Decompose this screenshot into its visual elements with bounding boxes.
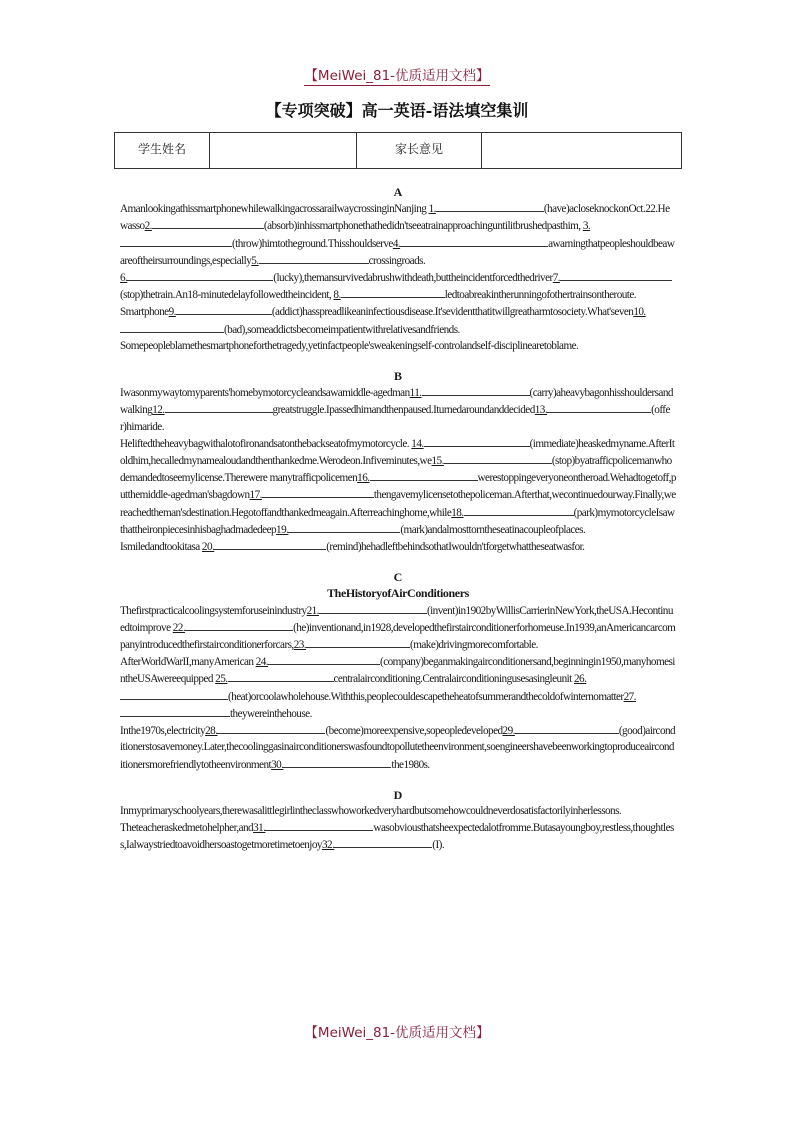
answer-blank[interactable] bbox=[265, 819, 373, 831]
passage-text: (stop)thetrain.An18-minutedelayfollowedtheincident, bbox=[120, 289, 334, 302]
passage-text: Ismiledandtookitasa bbox=[120, 541, 202, 554]
blank-number: 8. bbox=[333, 289, 341, 302]
answer-blank[interactable] bbox=[127, 269, 273, 281]
answer-blank[interactable] bbox=[120, 705, 230, 717]
answer-blank[interactable] bbox=[400, 235, 548, 247]
passage-text: AmanlookingathissmartphonewhilewalkingacrossarailwaycrossinginNanjing bbox=[120, 203, 429, 216]
blank-number: 12. bbox=[152, 404, 165, 417]
passage-text: (carry)aheavybagonhisshouldersandwalking bbox=[120, 387, 673, 417]
blank-number: 13. bbox=[534, 404, 548, 417]
passage-text: greatstruggle.Ipassedhimandthenpaused.Iturnedaroundanddecided bbox=[272, 404, 535, 417]
blank-number: 14. bbox=[411, 437, 424, 450]
passage-paragraph bbox=[120, 384, 676, 435]
passage-text: centralairconditioning.Centralairconditioningusesasingleunit bbox=[333, 673, 574, 686]
answer-blank[interactable] bbox=[228, 670, 334, 682]
answer-blank[interactable] bbox=[214, 538, 326, 550]
passage-text: wasobviousthatsheexpectedalotfromme.Butasayoungboy,restless,thoughtless,Ialwaystriedtoavoidhersoastogetmoretimetoenjoy bbox=[120, 822, 674, 852]
passage-text: (absorb)inhissmartphonethathedidn'tseeatrainapproachinguntilitbrushedpasthim, bbox=[263, 220, 583, 233]
passage-text: theywereinthehouse. bbox=[230, 707, 312, 720]
blank-number: 11. bbox=[409, 387, 422, 400]
parent-opinion-field[interactable] bbox=[482, 133, 682, 169]
blank-number: 22. bbox=[172, 621, 186, 634]
answer-blank[interactable] bbox=[217, 722, 325, 734]
passage-text: (remind)hehadleftbehindsothatIwouldn'tforgetwhattheseatwasfor. bbox=[326, 541, 585, 554]
answer-blank[interactable] bbox=[547, 401, 651, 413]
blank-number: 10. bbox=[633, 306, 646, 319]
blank-number: 6. bbox=[120, 272, 128, 285]
passage-text: (immediate)heaskedmyname.AfterItoldhim,hecalledmynamealoudandthenthankedme.Werodeon.Infiveminutes,we bbox=[120, 437, 675, 468]
passage-text: (stop)byatrafficpolicemanwhodemandedtoseemylicense.Therewere manytrafficpolicemen bbox=[120, 455, 672, 485]
student-name-label: 学生姓名 bbox=[115, 133, 210, 169]
blank-number: 7. bbox=[552, 272, 560, 285]
passage-paragraph bbox=[120, 338, 676, 354]
info-table bbox=[114, 132, 682, 169]
section-letter: A bbox=[393, 185, 403, 199]
passage-text: werestoppingeveryoneontheroad.Wehadtogetoff,putthemiddle-agedman'sbagdown bbox=[120, 472, 676, 502]
passage-paragraph bbox=[120, 538, 676, 555]
parent-opinion-label: 家长意见 bbox=[357, 133, 482, 169]
blank-number: 31. bbox=[253, 822, 266, 835]
passage-text: (company)beganmakingairconditionersand,beginningin1950,manyhomesintheUSAwereequipped bbox=[120, 656, 675, 686]
passage-text: (make)drivingmorecomfortable. bbox=[410, 639, 538, 652]
passage-paragraph bbox=[120, 722, 676, 773]
answer-blank[interactable] bbox=[436, 200, 544, 212]
passage-text: AfterWorldWarII,manyAmerican bbox=[120, 656, 256, 669]
header-link-text[interactable]: 【MeiWei_81-优质适用文档】 bbox=[304, 68, 490, 84]
passage-paragraph bbox=[120, 653, 676, 722]
passage-text: Heliftedtheheavybagwithalotofironandsatonthebackseatofmymotorcycle. bbox=[120, 437, 412, 450]
passage-text: (heat)orcoolawholehouse.Withthis,peoplecouldescapetheheatofsummerandthecoldofwinternomatter bbox=[228, 690, 624, 703]
passage-text: (have)acloseknockonOct.22.Hewasso bbox=[120, 203, 670, 233]
passage-text: (park)mymotorcycleIsawthattheironpiecesinhisbaghadmadedeep bbox=[120, 506, 675, 536]
answer-blank[interactable] bbox=[560, 269, 672, 281]
passage-paragraph bbox=[120, 269, 676, 303]
passage-text: Theteacheraskedmetohelpher,and bbox=[120, 822, 254, 835]
student-name-field[interactable] bbox=[210, 133, 357, 169]
passage-text: (he)inventionand,in1928,developedthefirstairconditionerforhomeuse.In1939,anAmericancarcompanyintroducedthefirstairconditionerforcars, bbox=[120, 621, 676, 652]
answer-blank[interactable] bbox=[165, 401, 273, 413]
answer-blank[interactable] bbox=[341, 286, 445, 298]
passage-text: crossingroads. bbox=[368, 254, 426, 267]
blank-number: 19. bbox=[276, 523, 289, 536]
passage-text: Thefirstpracticalcoolingsystemforuseinindustry bbox=[120, 604, 307, 617]
blank-number: 17. bbox=[249, 489, 262, 502]
section-letter: C bbox=[393, 570, 403, 585]
footer-link[interactable]: 【MeiWei_81-优质适用文档】 bbox=[304, 1025, 490, 1041]
answer-blank[interactable] bbox=[422, 384, 530, 396]
blank-number: 16. bbox=[357, 472, 370, 485]
answer-blank[interactable] bbox=[120, 688, 228, 700]
answer-blank[interactable] bbox=[306, 636, 410, 648]
blank-number: 18. bbox=[451, 506, 464, 519]
blank-number: 27. bbox=[623, 690, 636, 703]
header-link[interactable] bbox=[0, 64, 794, 84]
answer-blank[interactable] bbox=[152, 217, 264, 229]
blank-number: 29. bbox=[502, 725, 515, 738]
passage-text: Somepeopleblamethesmartphoneforthetragedy,yetinfactpeople'sweakeningself-controlandself-disciplinearetoblame. bbox=[120, 339, 579, 352]
answer-blank[interactable] bbox=[424, 435, 530, 447]
answer-blank[interactable] bbox=[464, 504, 574, 516]
answer-blank[interactable] bbox=[185, 619, 293, 631]
passage-text: the1980s. bbox=[391, 758, 430, 771]
passage-text: thengavemylicensetothepoliceman.Afterthat,wecontinuedourway.Finally,wereachedtheman'sdestination.Hegotoffandthankedmeagain.Afterreachinghome,while bbox=[120, 489, 676, 519]
blank-number: 30. bbox=[271, 758, 284, 771]
passage-text: ledtoabreakintherunningofothertrainsontheroute. bbox=[444, 289, 637, 302]
passage-text: (addict)hasspreadlikeaninfectiousdisease.It'sevidentthatitwillgreatharmtosociety.What'seven bbox=[271, 306, 634, 319]
passage-text: Smartphone bbox=[120, 306, 169, 319]
passage-text: (I). bbox=[432, 839, 445, 852]
exercise-content bbox=[120, 184, 676, 854]
passage-text: (good)airconditionerstosavemoney.Later,thecoolinggasinairconditionerswasfoundtopollutetheenvironment,soengineershavebeenworkingtoproduceairconditionersmorefriendlytotheenvironment bbox=[120, 725, 676, 771]
passage-text: Inmyprimaryschoolyears,therewasalittlegirlintheclasswhoworkedveryhardbutsomehowcouldneverdosatisfactorilyinherlessons. bbox=[120, 804, 622, 817]
answer-blank[interactable] bbox=[370, 469, 478, 481]
blank-number: 3. bbox=[582, 220, 591, 233]
passage-paragraph bbox=[120, 602, 676, 654]
answer-blank[interactable] bbox=[334, 836, 432, 848]
passage-paragraph bbox=[120, 200, 676, 269]
passage-paragraph bbox=[120, 803, 676, 819]
blank-number: 25. bbox=[215, 673, 228, 686]
blank-number: 4. bbox=[392, 237, 401, 250]
answer-blank[interactable] bbox=[444, 452, 552, 464]
blank-number: 24. bbox=[255, 656, 269, 669]
answer-blank[interactable] bbox=[120, 235, 232, 247]
answer-blank[interactable] bbox=[262, 486, 374, 498]
section-letter: D bbox=[393, 787, 403, 802]
passage-text: awarningthatpeopleshouldbeawareoftheirsurroundings,especially bbox=[120, 237, 675, 267]
section-title: TheHistoryofAirConditioners bbox=[327, 586, 469, 601]
passage-text: (lucky),themansurvivedabrushwithdeath,buttheincidentforcedthedriver bbox=[273, 272, 553, 285]
blank-number: 20. bbox=[201, 541, 215, 554]
blank-number: 28. bbox=[205, 725, 218, 738]
blank-number: 26. bbox=[573, 673, 587, 686]
passage-paragraph bbox=[120, 303, 676, 337]
blank-number: 5. bbox=[251, 254, 259, 267]
passage-paragraph bbox=[120, 435, 676, 538]
answer-blank[interactable] bbox=[283, 756, 391, 768]
blank-number: 23. bbox=[293, 639, 307, 652]
blank-number: 1. bbox=[428, 203, 436, 216]
answer-blank[interactable] bbox=[268, 653, 380, 665]
passage-text: (mark)andalmosttornthesеatinacoupleofplaces. bbox=[400, 523, 586, 536]
blank-number: 15. bbox=[431, 455, 444, 468]
blank-number: 32. bbox=[321, 839, 335, 852]
passage-text: (become)moreexpensive,sopeopledeveloped bbox=[325, 725, 503, 738]
passage-paragraph bbox=[120, 819, 676, 853]
blank-number: 21. bbox=[306, 604, 319, 617]
passage-text: (invent)in1902byWillisCarrierinNewYork,theUSA.Hecontinuedtoimprove bbox=[120, 604, 673, 634]
page-title: 【专项突破】高一英语-语法填空集训 bbox=[265, 101, 529, 120]
passage-text: Iwasonmywaytomyparents'homebymotorcycleandsawamiddle-agedman bbox=[120, 387, 410, 400]
answer-blank[interactable] bbox=[120, 321, 224, 333]
answer-blank[interactable] bbox=[515, 722, 619, 734]
section-letter: B bbox=[393, 369, 402, 384]
passage-text: Inthe1970s,electricity bbox=[120, 725, 206, 738]
blank-number: 9. bbox=[168, 306, 176, 319]
blank-number: 2. bbox=[144, 220, 152, 233]
passage-text: (bad),someaddictsbecomeimpatientwithrelativesandfriends. bbox=[224, 323, 460, 336]
passage-text: (offer)himaride. bbox=[120, 404, 670, 433]
answer-blank[interactable] bbox=[288, 521, 400, 533]
passage-text: (throw)himtotheground.Thisshouldserve bbox=[232, 237, 393, 250]
answer-blank[interactable] bbox=[176, 303, 272, 315]
answer-blank[interactable] bbox=[259, 252, 369, 264]
answer-blank[interactable] bbox=[319, 602, 427, 614]
